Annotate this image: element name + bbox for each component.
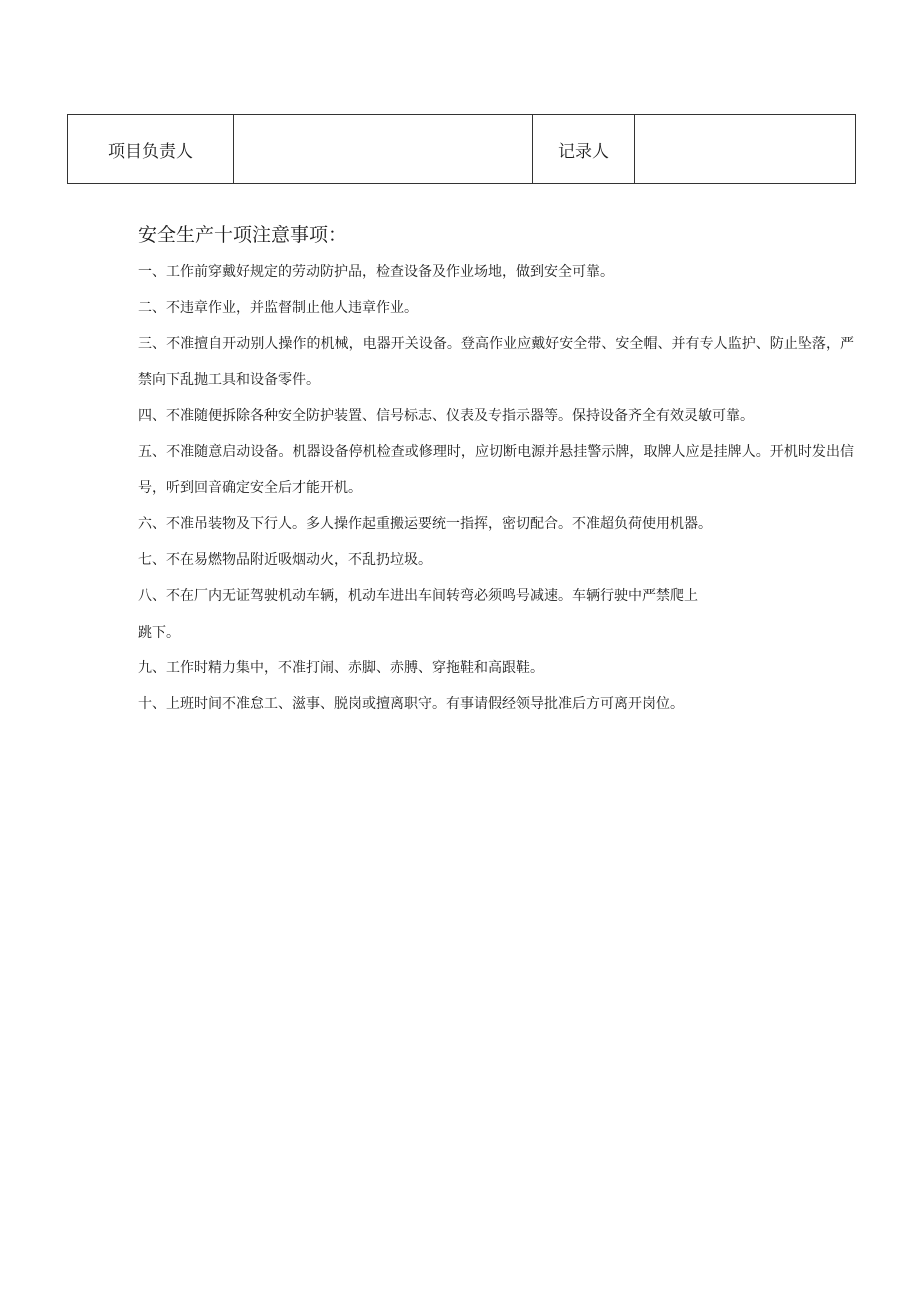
responsible-value-cell[interactable] <box>234 115 533 184</box>
notice-list <box>138 254 854 722</box>
notice-item-8-continued: 跳下。 <box>138 625 180 641</box>
recorder-label: 记录人 <box>533 115 635 184</box>
notice-item-4: 四、不准随便拆除各种安全防护装置、信号标志、仪表及专指示器等。保持设备齐全有效灵敏可靠。 <box>138 408 754 424</box>
notice-item-9: 九、工作时精力集中，不准打闹、赤脚、赤膊、穿拖鞋和高跟鞋。 <box>138 660 544 676</box>
responsible-label: 项目负责人 <box>68 115 234 184</box>
notice-item-6: 六、不准吊装物及下行人。多人操作起重搬运要统一指挥，密切配合。不准超负荷使用机器。 <box>138 516 712 532</box>
notice-item-8: 八、不在厂内无证驾驶机动车辆，机动车进出车间转弯必须鸣号减速。车辆行驶中严禁爬上 <box>138 588 698 604</box>
notice-item-10: 十、上班时间不准怠工、滋事、脱岗或擅离职守。有事请假经领导批准后方可离开岗位。 <box>138 696 684 712</box>
notice-item-1: 一、工作前穿戴好规定的劳动防护品，检查设备及作业场地，做到安全可靠。 <box>138 264 614 280</box>
notice-item-2: 二、不违章作业，并监督制止他人违章作业。 <box>138 300 418 316</box>
safety-notice <box>138 218 854 722</box>
signature-table <box>67 114 856 184</box>
notice-item-7: 七、不在易燃物品附近吸烟动火，不乱扔垃圾。 <box>138 552 432 568</box>
recorder-value-cell[interactable] <box>635 115 856 184</box>
notice-item-3: 三、不准擅自开动别人操作的机械，电器开关设备。登高作业应戴好安全带、安全帽、并有专人监护、防止坠落，严禁向下乱抛工具和设备零件。 <box>138 336 854 388</box>
notice-item-5: 五、不准随意启动设备。机器设备停机检查或修理时，应切断电源并悬挂警示牌，取牌人应是挂牌人。开机时发出信号，听到回音确定安全后才能开机。 <box>138 444 854 496</box>
signature-row <box>68 115 856 184</box>
notice-title: 安全生产十项注意事项： <box>138 224 348 246</box>
